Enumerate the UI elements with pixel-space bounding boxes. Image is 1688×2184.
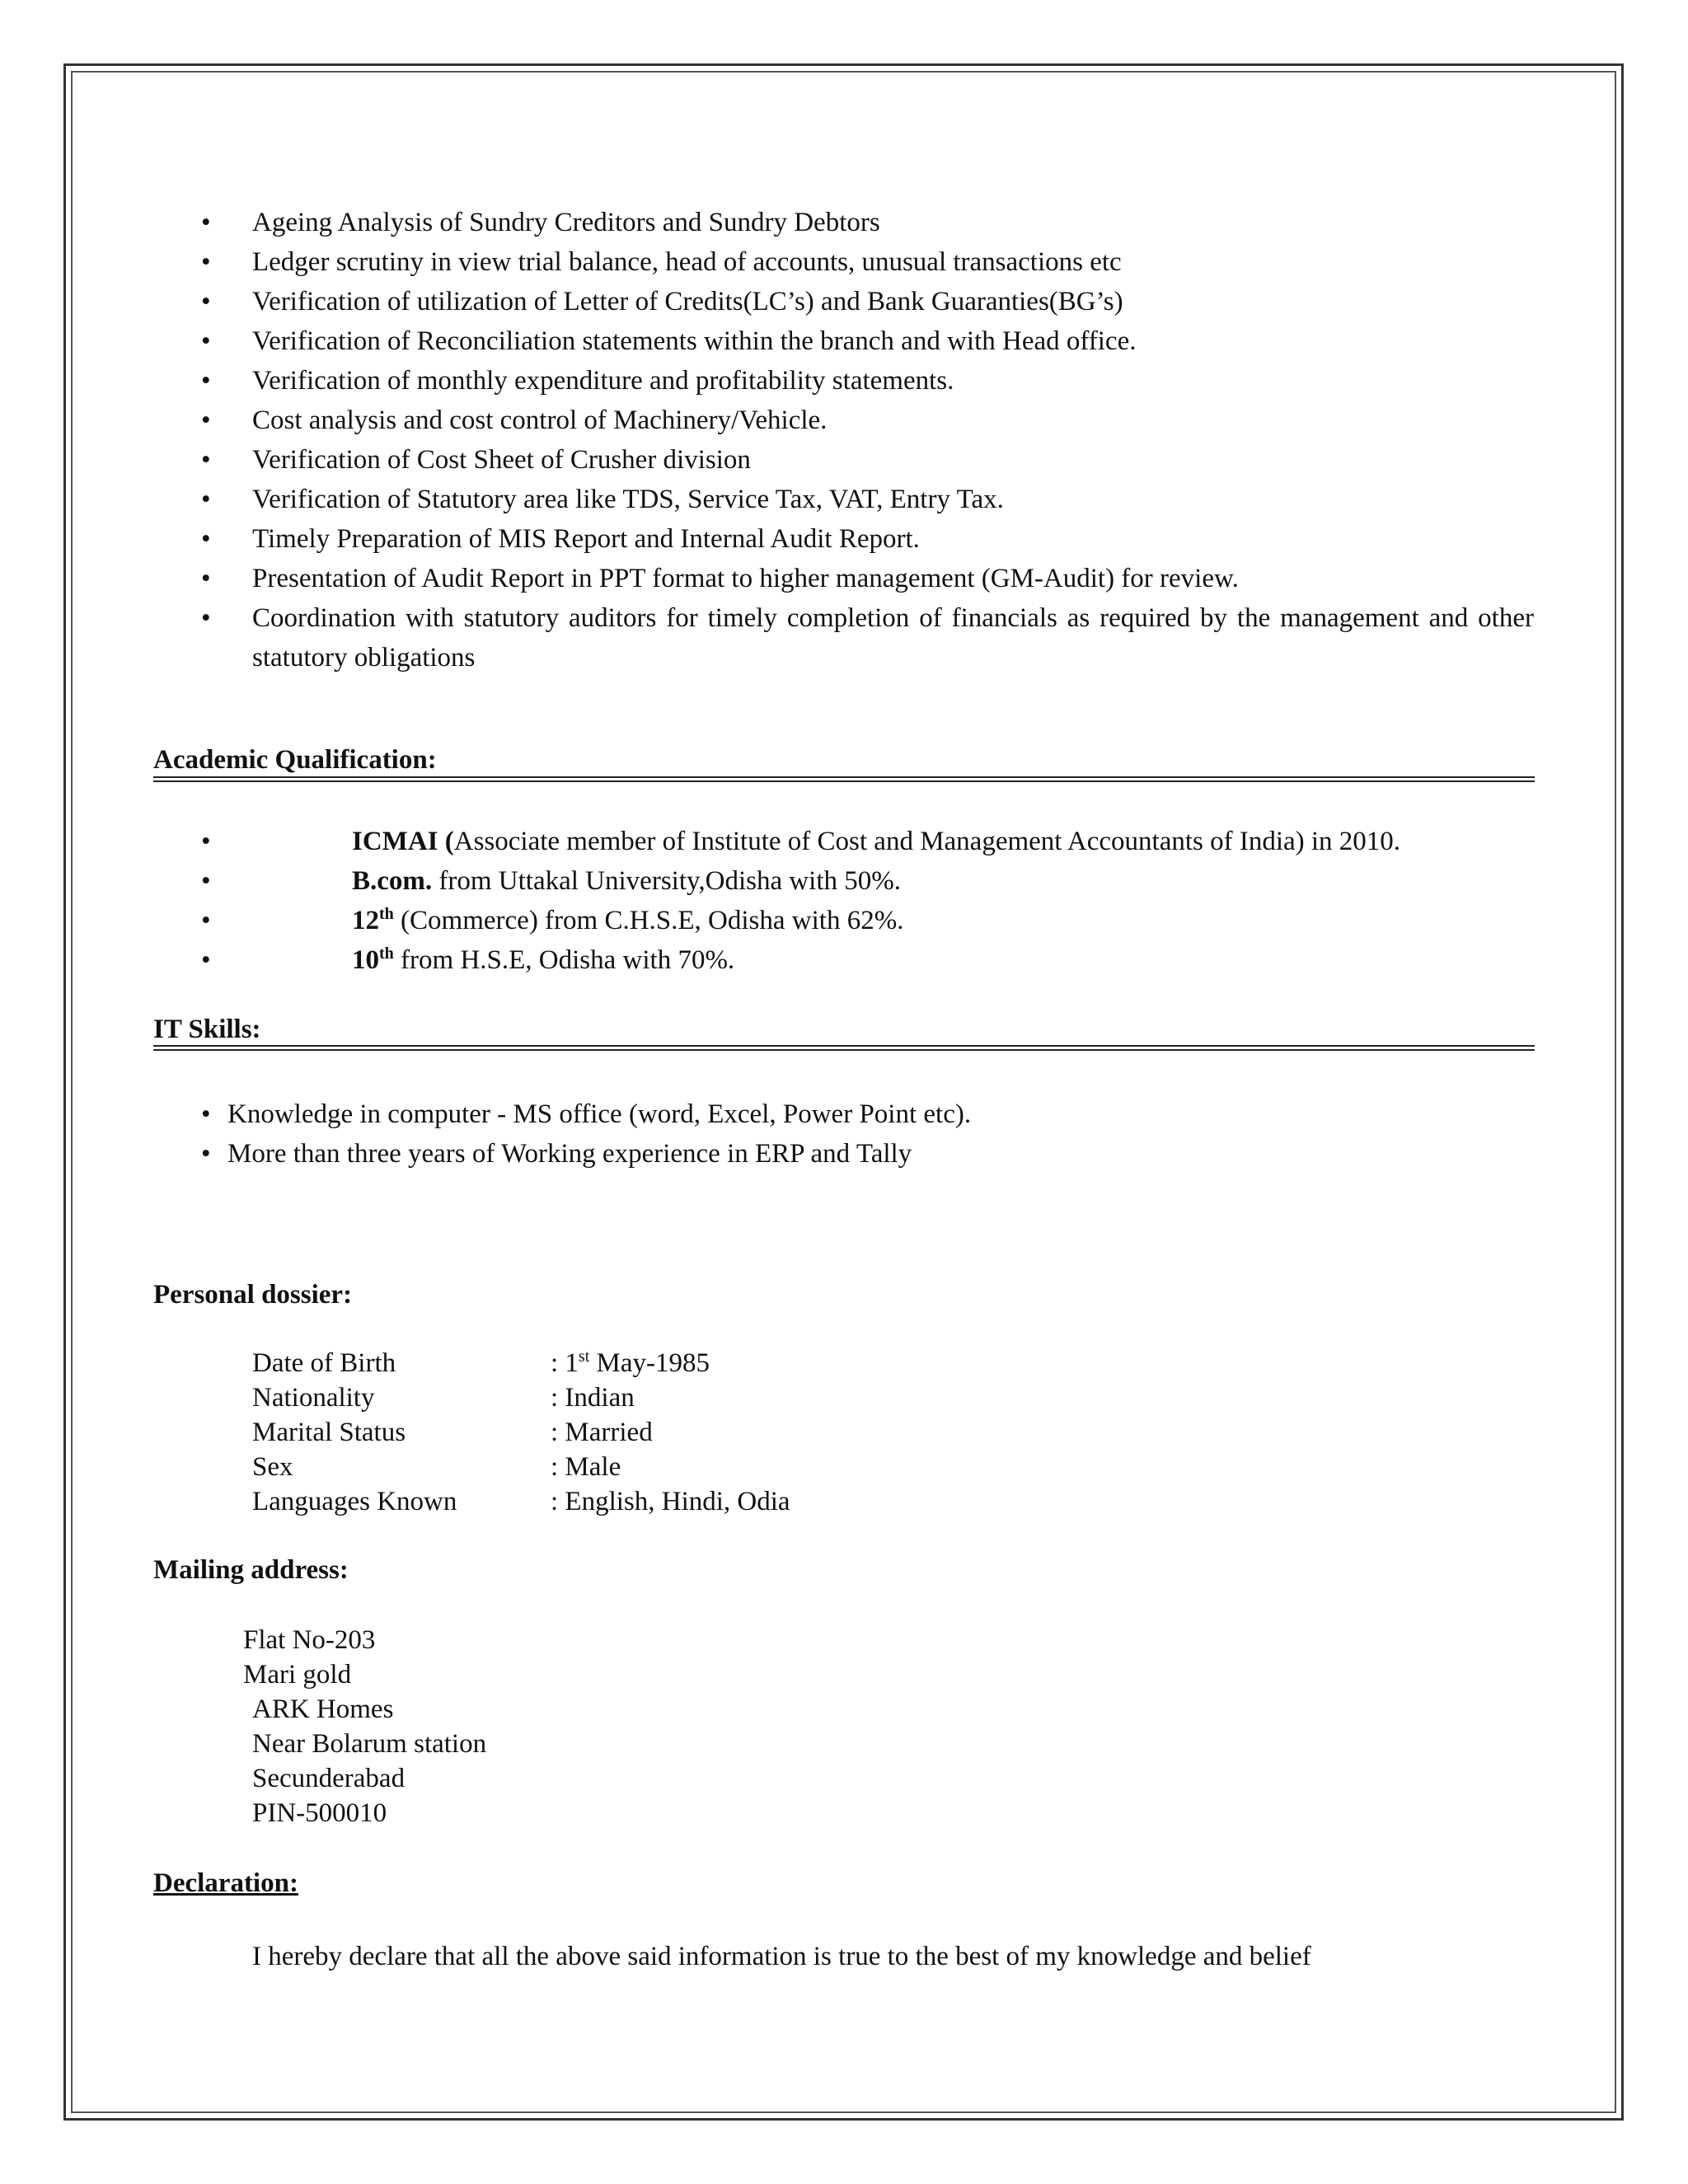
bullet-icon: • xyxy=(201,247,211,277)
bullet-icon: • xyxy=(201,524,211,554)
bullet-icon: • xyxy=(201,564,211,593)
declaration-text: I hereby declare that all the above said information is true to the best of my knowledge and belief xyxy=(252,1942,1311,1971)
dob-label: Date of Birth xyxy=(252,1348,396,1378)
bullet-icon: • xyxy=(201,366,211,396)
address-line: PIN-500010 xyxy=(252,1798,387,1828)
bullet-icon: • xyxy=(201,405,211,435)
bullet-icon: • xyxy=(201,945,211,975)
bullet-icon: • xyxy=(201,866,211,896)
bullet-icon: • xyxy=(201,603,211,633)
bullet-icon: • xyxy=(201,208,211,237)
bullet-icon: • xyxy=(201,445,211,475)
dob-value: : 1st May-1985 xyxy=(551,1347,710,1378)
address-line: ARK Homes xyxy=(252,1694,394,1724)
responsibilities-list xyxy=(0,203,1688,677)
address-line: Flat No-203 xyxy=(243,1625,376,1655)
bullet-icon: • xyxy=(201,326,211,356)
address-line: Near Bolarum station xyxy=(252,1729,487,1759)
mailing-address-heading: Mailing address: xyxy=(153,1555,349,1585)
list-item: • Ageing Analysis of Sundry Creditors and Sundry Debtors xyxy=(0,203,1534,242)
list-item: • Ledger scrutiny in view trial balance, head of accounts, unusual transactions etc xyxy=(0,242,1534,282)
list-item: • Timely Preparation of MIS Report and Internal Audit Report. xyxy=(0,519,1534,559)
it-skills-divider xyxy=(153,1045,1535,1051)
bullet-icon: • xyxy=(201,485,211,514)
list-item: • Verification of Cost Sheet of Crusher division xyxy=(0,440,1534,480)
academic-divider xyxy=(153,776,1535,782)
list-item: • Verification of utilization of Letter of Credits(LC’s) and Bank Guaranties(BG’s) xyxy=(0,282,1534,321)
bullet-icon: • xyxy=(201,906,211,935)
personal-dossier-heading: Personal dossier: xyxy=(153,1280,353,1310)
list-item: • Verification of Statutory area like TDS, Service Tax, VAT, Entry Tax. xyxy=(0,480,1534,519)
bullet-icon: • xyxy=(201,827,211,856)
list-item: • Presentation of Audit Report in PPT format to higher management (GM-Audit) for review. xyxy=(0,559,1534,598)
it-skills-heading: IT Skills: xyxy=(153,1015,261,1044)
list-item: • Cost analysis and cost control of Machinery/Vehicle. xyxy=(0,401,1534,440)
address-line: Mari gold xyxy=(243,1660,352,1690)
bullet-icon: • xyxy=(201,1099,211,1129)
list-item: • Coordination with statutory auditors for timely completion of financials as required by the management and other statutory obligations xyxy=(0,598,1534,677)
bullet-icon: • xyxy=(201,1139,211,1169)
resume-page: • Ageing Analysis of Sundry Creditors and Sundry Debtors • Ledger scrutiny in view trial balance, head of accounts, unusual transactions etc • Verification of utilization of Letter of Credits(LC’s) and Bank Guaranties(BG’s) • Verification of Reconciliation statements within the branch and with Head office. • Verification of monthly expenditure and profitability statements. • Cost analysis and cost control of Machinery/Vehicle. • Verification of Cost Sheet of Crusher division • Verification of Statutory area like TDS, Service Tax, VAT, Entry Tax. • Timely Preparation of MIS Report and Internal Audit Report. • Presentation of Audit Report in PPT format to higher management (GM-Audit) for review. • Coordination with statutory auditors for timely completion of financials as required by the management and other statutory obligations Academic Qualification: • ICMAI (Associate member of Institute of Cost and Management Accountants of India) in 2010. • B.com. from Uttakal University,Odisha with 50%. • 12th (Commerce) from C.H.S.E, Odisha with 62%. • 10th from H.S.E, Odisha with 70%. IT Skills: • Knowledge in computer - MS office (word, Excel, Power Point etc). • More than three years of Working experience in ERP and Tally Personal dossier: Date of Birth : 1st May-1985 Nationality : Indian Marital Status : Married Sex : Male Languages Known : English, Hindi, Odia Mailing address: Flat No-203 Mari gold ARK Homes Near Bolarum station Secunderabad PIN-500010 Declaration: I hereby declare that all the above said information is true to the best of my knowledge and belief xyxy=(0,0,1688,2184)
academic-heading: Academic Qualification: xyxy=(153,745,437,775)
list-item: • Verification of Reconciliation statements within the branch and with Head office. xyxy=(0,321,1534,361)
list-item: • Verification of monthly expenditure and profitability statements. xyxy=(0,361,1534,401)
bullet-icon: • xyxy=(201,287,211,316)
address-line: Secunderabad xyxy=(252,1764,406,1793)
declaration-heading: Declaration: xyxy=(153,1868,298,1898)
